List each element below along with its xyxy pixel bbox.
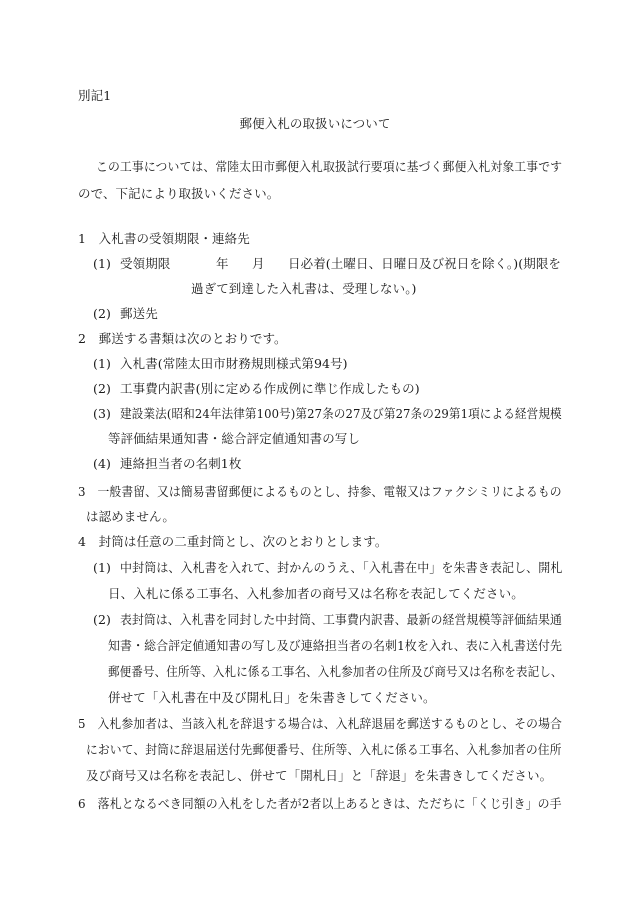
intro-line-2: ので、下記により取扱いください。 (78, 186, 280, 201)
s1-item-1-number: (1) (93, 256, 112, 271)
s2-item-4-text: 連絡担当者の名刺1枚 (120, 456, 242, 471)
section-6-line-1: 6 落札となるべき同額の入札をした者が2者以上あるときは、ただちに「くじ引き」の手 (78, 796, 562, 811)
section-3-line-1: 3 一般書留、又は簡易書留郵便によるものとし、持参、電報又はファクシミリによるもの (78, 484, 562, 499)
s4-item-1-number: (1) (93, 560, 112, 575)
s2-item-3-line-2: 等評価結果通知書・総合評定値通知書の写し (108, 431, 361, 446)
s1-item-2-number: (2) (93, 306, 112, 321)
section-5-line-2: において、封筒に辞退届送付先郵便番号、住所等、入札に係る工事名、入札参加者の住所 (86, 742, 562, 757)
section-5-line-1: 5 入札参加者は、当該入札を辞退する場合は、入札辞退届を郵送するものとし、その場合 (78, 716, 562, 731)
s2-item-4-number: (4) (93, 456, 112, 471)
s4-item-2-line-4: 併せて「入札書在中及び開札日」を朱書きしてください。 (108, 690, 436, 705)
section-5-line-3: 及び商号又は名称を表記し、併せて「開札日」と「辞退」を朱書きしてください。 (86, 768, 553, 783)
s4-item-1-line-2: 日、入札に係る工事名、入札参加者の商号又は名称を表記してください。 (108, 586, 524, 601)
s4-item-1-line-1: 中封筒は、入札書を入れて、封かんのうえ、「入札書在中」を朱書き表記し、開札 (120, 560, 563, 575)
s1-item-1-continuation: 過ぎて到達した入札書は、受理しない。) (191, 281, 417, 296)
section-4-heading: 4 封筒は任意の二重封筒とし、次のとおりとします。 (78, 534, 388, 549)
s2-item-1-text: 入札書(常陸太田市財務規則様式第94号) (120, 356, 348, 371)
s1-item-1-label: 受領期限 (120, 256, 171, 271)
s4-item-2-line-1: 表封筒は、入札書を同封した中封筒、工事費内訳書、最新の経営規模等評価結果通 (120, 612, 562, 627)
page-title: 郵便入札の取扱いについて (239, 116, 391, 131)
s2-item-2-number: (2) (93, 381, 112, 396)
s4-item-2-line-2: 知書・総合評定値通知書の写し及び連絡担当者の名刺1枚を入れ、表に入札書送付先 (108, 638, 563, 653)
intro-line-1: この工事については、常陸太田市郵便入札取扱試行要項に基づく郵便入札対象工事です (96, 159, 563, 174)
section-2-heading: 2 郵送する書類は次のとおりです。 (78, 331, 287, 346)
s1-item-1-year: 年 (216, 256, 229, 271)
s2-item-3-line-1: 建設業法(昭和24年法律第100号)第27条の27及び第27条の29第1項による経営規模 (120, 406, 562, 421)
s2-item-2-text: 工事費内訳書(別に定める作成例に準じ作成したもの) (120, 381, 420, 396)
s1-item-2-label: 郵送先 (120, 306, 158, 321)
section-3-line-2: は認めません。 (86, 509, 175, 524)
s2-item-1-number: (1) (93, 356, 112, 371)
s4-item-2-line-3: 郵便番号、住所等、入札に係る工事名、入札参加者の住所及び商号又は名称を表記し、 (108, 664, 563, 679)
s1-item-1-month: 月 (252, 256, 265, 271)
s4-item-2-number: (2) (93, 612, 112, 627)
s1-item-1-deadline-text: 日必着(土曜日、日曜日及び祝日を除く。)(期限を (288, 256, 562, 271)
header-label: 別記1 (78, 88, 112, 103)
s2-item-3-number: (3) (93, 406, 112, 421)
section-1-heading: 1 入札書の受領期限・連絡先 (78, 231, 250, 246)
